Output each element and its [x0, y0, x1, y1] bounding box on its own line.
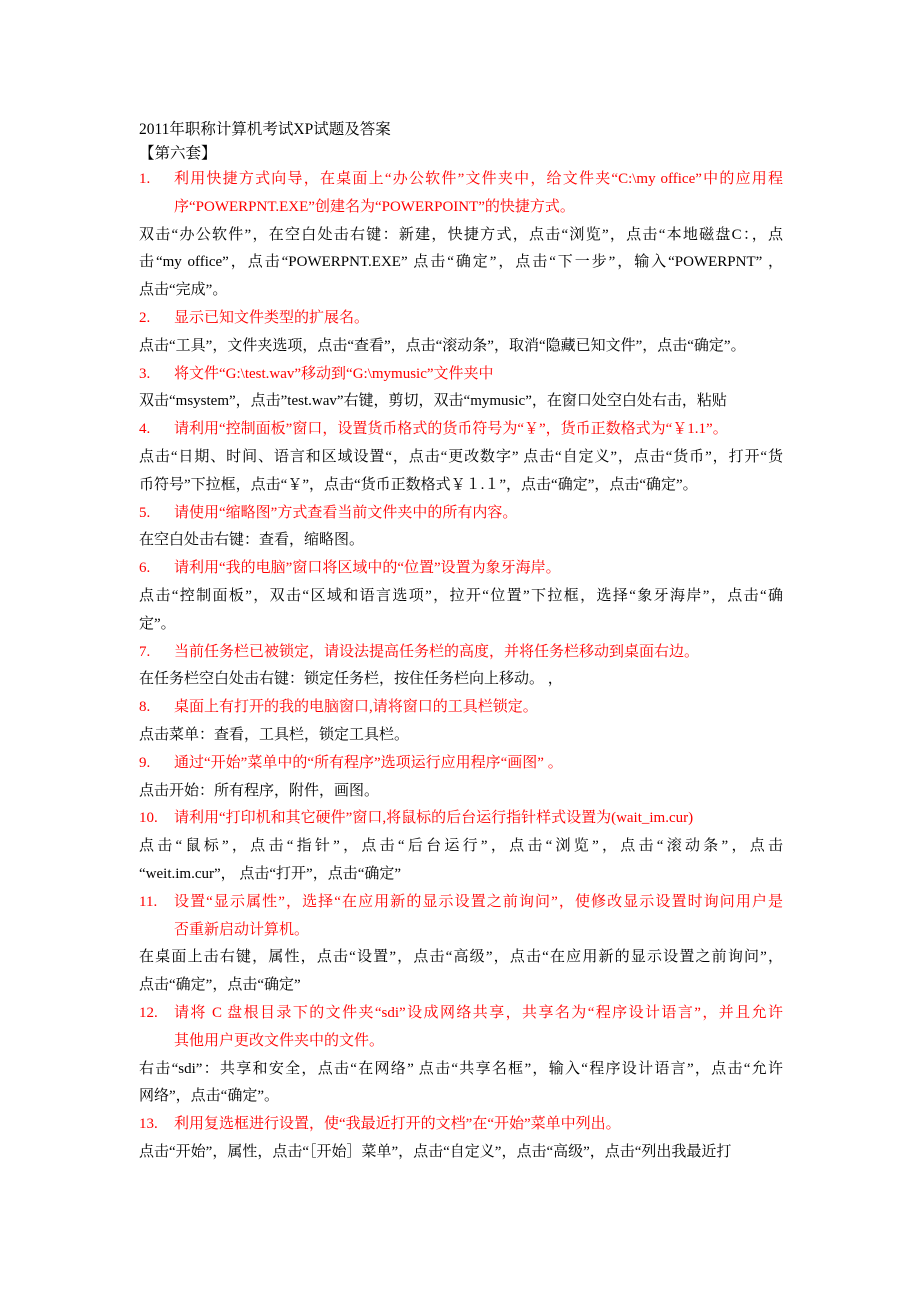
- question-item: [139, 750, 783, 806]
- question-number: 8.: [139, 699, 151, 716]
- question-text: 当前任务栏已被锁定，请设法提高任务栏的高度，并将任务栏移动到桌面右边。: [174, 643, 700, 660]
- question-item: [139, 1000, 783, 1111]
- question-line: [139, 500, 783, 528]
- question-number: 12.: [139, 1004, 158, 1021]
- question-text: 否重新启动计算机。: [174, 921, 310, 938]
- question-number: 2.: [139, 309, 151, 326]
- answer-line: 点击“开始”，属性，点击“［开始］菜单”，点击“自定义”，点击“高级”，点击“列出我最近打: [139, 1143, 732, 1160]
- question-text: 利用快捷方式向导，在桌面上“办公软件”文件夹中，给文件夹“C:\my office”中的应用程: [174, 171, 783, 187]
- answer-line: 在桌面上击右键，属性，点击“设置”，点击“高级”，点击“在应用新的显示设置之前询问”，: [139, 949, 783, 966]
- question-text: 设置“显示属性”，选择“在应用新的显示设置之前询问”，使修改显示设置时询问用户是: [174, 893, 783, 910]
- answer-line: 点击“确定”，点击“确定”: [139, 977, 301, 994]
- answer-line: 点击菜单：查看，工具栏，锁定工具栏。: [139, 726, 410, 743]
- question-text: 显示已知文件类型的扩展名。: [174, 309, 370, 326]
- question-number: 7.: [139, 643, 151, 660]
- question-text: 请利用“控制面板”窗口，设置货币格式的货币符号为“￥”，货币正数格式为“￥1.1”。: [174, 421, 728, 438]
- question-text: 序“POWERPNT.EXE”创建名为“POWERPOINT”的快捷方式。: [174, 198, 575, 215]
- document-page: [139, 118, 783, 1167]
- question-item: [139, 805, 783, 888]
- answer-line: 在任务栏空白处击右键：锁定任务栏，按住任务栏向上移动。 ，: [139, 671, 563, 688]
- answer-line: 点击“日期、时间、语言和区域设置“，点击“更改数字” 点击“自定义”，点击“货币”，打开“货: [139, 448, 783, 465]
- answer-line: 右击“sdi”：共享和安全，点击“在网络” 点击“共享名框”，输入“程序设计语言”，点击“允许: [139, 1060, 783, 1077]
- question-item: [139, 416, 783, 499]
- question-number: 4.: [139, 421, 151, 438]
- question-line: [139, 1028, 783, 1056]
- answer-line: 点击“工具”，文件夹选项，点击“查看”，点击“滚动条”，取消“隐藏已知文件”，点击“确定”。: [139, 337, 746, 354]
- question-number: 5.: [139, 504, 151, 521]
- question-line: [139, 305, 783, 333]
- question-number: 11.: [139, 893, 158, 910]
- answer-line: 币符号”下拉框，点击“￥”，点击“货币正数格式￥１.１”，点击“确定”，点击“确定”。: [139, 476, 698, 493]
- question-line: [139, 1000, 783, 1028]
- question-item: [139, 166, 783, 305]
- question-line: [139, 889, 783, 917]
- set-label: 【第六套】: [139, 145, 217, 162]
- question-item: [139, 555, 783, 638]
- question-text: 将文件“G:\test.wav”移动到“G:\mymusic”文件夹中: [174, 365, 494, 382]
- answer-line: “weit.im.cur”， 点击“打开”，点击“确定”: [139, 865, 402, 882]
- question-number: 9.: [139, 754, 151, 771]
- question-line: [139, 917, 783, 945]
- question-item: [139, 361, 783, 417]
- question-number: 1.: [139, 171, 151, 187]
- question-item: [139, 1111, 783, 1167]
- question-text: 其他用户更改文件夹中的文件。: [174, 1032, 385, 1049]
- question-line: [139, 694, 783, 722]
- question-line: [139, 166, 783, 194]
- answer-line: 网络”，点击“确定”。: [139, 1088, 279, 1105]
- question-number: 10.: [139, 810, 158, 827]
- answer-line: 双击“msystem”，点击”test.wav”右键，剪切，双击“mymusic”，在窗口处空白处右击，粘贴: [139, 393, 727, 410]
- question-line: [139, 750, 783, 778]
- question-item: [139, 639, 783, 695]
- answer-line: 点击“完成”。: [139, 282, 228, 299]
- answer-line: 击“my office”，点击“POWERPNT.EXE” 点击“确定”，点击“下一步”，输入“POWERPNT” ，: [139, 254, 783, 271]
- question-line: [139, 361, 783, 389]
- question-line: [139, 194, 783, 222]
- question-number: 13.: [139, 1116, 158, 1133]
- question-text: 请利用“我的电脑”窗口将区域中的“位置”设置为象牙海岸。: [174, 560, 561, 577]
- question-text: 请使用“缩略图”方式查看当前文件夹中的所有内容。: [174, 504, 518, 521]
- question-item: [139, 694, 783, 750]
- question-item: [139, 500, 783, 556]
- question-list: [139, 166, 783, 1167]
- question-text: 通过“开始”菜单中的“所有程序”选项运行应用程序“画图” 。: [174, 754, 563, 771]
- question-line: [139, 555, 783, 583]
- question-line: [139, 639, 783, 667]
- question-text: 请将 C 盘根目录下的文件夹“sdi”设成网络共享，共享名为“程序设计语言”，并且允许: [174, 1004, 783, 1021]
- question-text: 桌面上有打开的我的电脑窗口,请将窗口的工具栏锁定。: [174, 699, 538, 716]
- question-number: 3.: [139, 365, 151, 382]
- document-title: 2011年职称计算机考试XP试题及答案: [139, 121, 391, 138]
- answer-line: 点击“控制面板”，双击“区域和语言选项”，拉开“位置”下拉框，选择“象牙海岸”，点击“确: [139, 587, 783, 604]
- answer-line: 定”。: [139, 615, 176, 632]
- question-item: [139, 889, 783, 1000]
- question-line: [139, 1111, 783, 1139]
- question-item: [139, 305, 783, 361]
- question-number: 6.: [139, 560, 151, 577]
- answer-line: 在空白处击右键：查看，缩略图。: [139, 532, 365, 549]
- answer-line: 双击“办公软件”，在空白处击右键：新建，快捷方式，点击“浏览”，点击“本地磁盘C：，点: [139, 226, 783, 243]
- answer-line: 点击“鼠标”，点击“指针”，点击“后台运行”，点击“浏览”，点击“滚动条”，点击: [139, 838, 783, 855]
- question-line: [139, 805, 783, 833]
- question-text: 请利用“打印机和其它硬件”窗口,将鼠标的后台运行指针样式设置为(wait_im.cur): [174, 810, 694, 827]
- answer-line: 点击开始：所有程序，附件，画图。: [139, 782, 380, 799]
- question-text: 利用复选框进行设置，使“我最近打开的文档”在“开始”菜单中列出。: [174, 1116, 621, 1133]
- question-line: [139, 416, 783, 444]
